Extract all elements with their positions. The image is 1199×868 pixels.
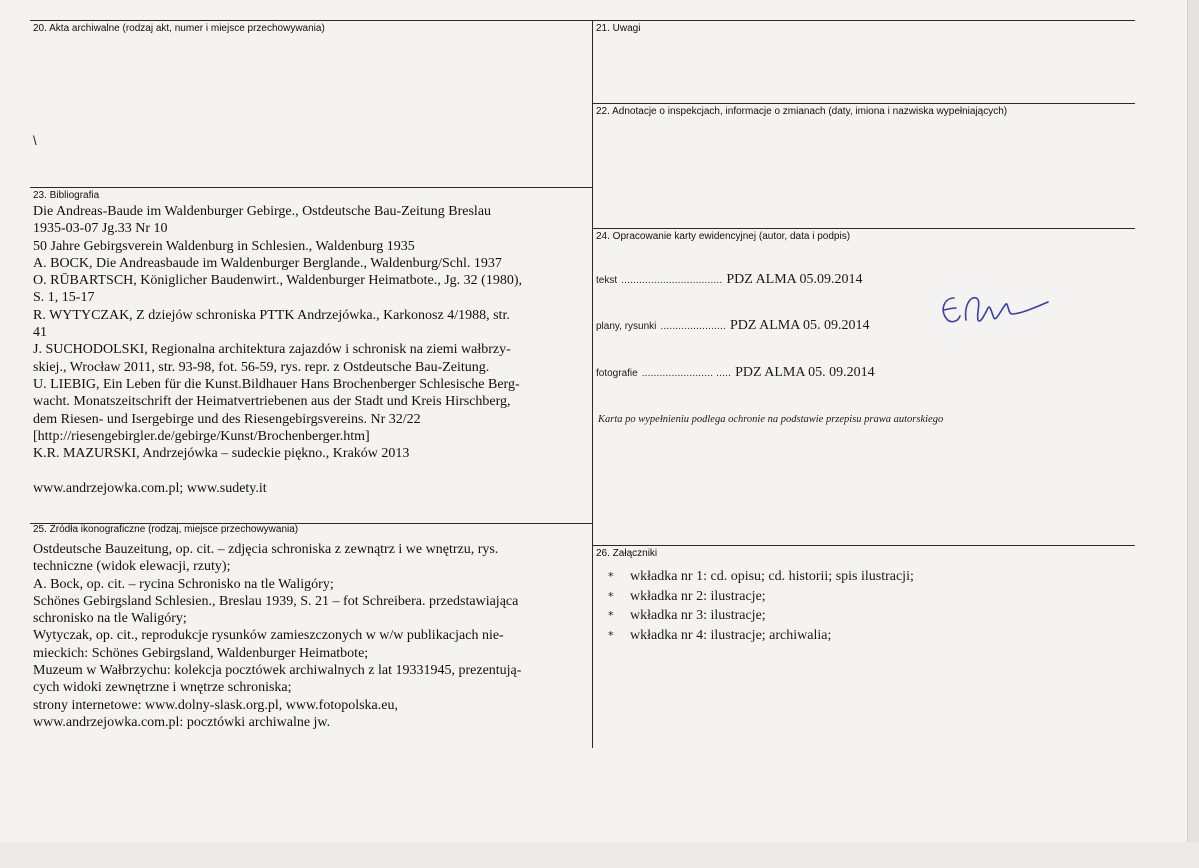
iconography-line: cych widoki zewnętrzne i wnętrze schroniska; <box>33 680 292 696</box>
bibliography-line: A. BOCK, Die Andreasbaude im Waldenburger Berglande., Waldenburg/Schl. 1937 <box>33 255 502 271</box>
iconography-line: strony internetowe: www.dolny-slask.org.pl, www.fotopolska.eu, <box>33 697 398 713</box>
iconography-line: Ostdeutsche Bauzeitung, op. cit. – zdjęcia schroniska z zewnątrz i we wnętrzu, rys. <box>33 542 499 557</box>
section-20-content: \ <box>33 133 37 148</box>
author-row-dots: .................................. <box>621 275 723 286</box>
author-row-label: tekst <box>596 275 618 286</box>
bibliography-line: skiej., Wrocław 2011, str. 93-98, fot. 56-59, rys. repr. z Ostdeutsche Bau-Zeitung. <box>33 359 490 375</box>
attachments-list <box>608 567 914 645</box>
bibliography-line: [http://riesengebirgler.de/gebirge/Kunst/Brochenberger.htm] <box>33 428 370 444</box>
attachment-label: wkładka nr 3: ilustracje; <box>630 608 766 623</box>
rule-22 <box>592 103 1135 104</box>
asterisk-bullet-icon: * <box>608 609 614 622</box>
author-row-text <box>596 270 863 288</box>
section-25-title: 25. Źródła ikonograficzne (rodzaj, miejsce przechowywania) <box>33 524 299 535</box>
handwritten-signature <box>936 284 1056 334</box>
iconography-line: Muzeum w Wałbrzychu: kolekcja pocztówek archiwalnych z lat 19331945, prezentują- <box>33 663 522 679</box>
author-row-drawings <box>596 316 870 334</box>
section-20-title: 20. Akta archiwalne (rodzaj akt, numer i miejsce przechowywania) <box>33 23 325 34</box>
bibliography-line: Die Andreas-Baude im Waldenburger Gebirge., Ostdeutsche Bau-Zeitung Breslau <box>33 204 492 219</box>
center-divider <box>592 20 593 748</box>
author-row-value: PDZ ALMA 05. 09.2014 <box>735 365 875 380</box>
author-row-dots: ...................... <box>660 321 726 332</box>
author-row-photos <box>596 363 875 381</box>
top-rule <box>30 20 1135 21</box>
attachment-label: wkładka nr 4: ilustracje; archiwalia; <box>630 627 832 643</box>
iconography-line: A. Bock, op. cit. – rycina Schronisko na tle Waligóry; <box>33 576 334 592</box>
bibliography-line: S. 1, 15-17 <box>33 290 95 306</box>
rule-26 <box>592 545 1135 546</box>
iconography-line: www.andrzejowka.com.pl: pocztówki archiwalne jw. <box>33 714 331 730</box>
bibliography-line: J. SUCHODOLSKI, Regionalna architektura zajazdów i schronisk na ziemi wałbrzy- <box>33 342 511 358</box>
bibliography-line: wacht. Monatszeitschrift der Heimatvertriebenen aus der Stadt und Kreis Hirschberg, <box>33 394 511 410</box>
asterisk-bullet-icon: * <box>608 628 614 642</box>
attachment-label: wkładka nr 1: cd. opisu; cd. historii; spis ilustracji; <box>630 569 914 584</box>
author-row-dots: ........................ ..... <box>641 368 732 379</box>
bibliography-line <box>33 462 522 479</box>
bibliography-line: 1935-03-07 Jg.33 Nr 10 <box>33 221 168 237</box>
rule-23 <box>30 187 592 188</box>
section-23-title: 23. Bibliografia <box>33 190 100 201</box>
page-edge-right <box>1187 0 1199 868</box>
bibliography-line: 50 Jahre Gebirgsverein Waldenburg in Schlesien., Waldenburg 1935 <box>33 238 415 254</box>
section-24-title: 24. Opracowanie karty ewidencyjnej (autor, data i podpis) <box>596 231 851 242</box>
author-row-label: plany, rysunki <box>596 321 657 332</box>
asterisk-bullet-icon: * <box>608 589 614 603</box>
author-row-value: PDZ ALMA 05. 09.2014 <box>729 318 870 333</box>
bibliography-line: O. RŪBARTSCH, Königlicher Baudenwirt., Waldenburger Heimatbote., Jg. 32 (1980), <box>33 273 523 289</box>
rule-24 <box>592 228 1135 229</box>
section-21-title: 21. Uwagi <box>596 23 641 34</box>
bibliography-line: K.R. MAZURSKI, Andrzejówka – sudeckie piękno., Kraków 2013 <box>33 446 410 462</box>
bibliography-list <box>33 203 522 497</box>
attachment-item <box>608 587 914 607</box>
bibliography-line: www.andrzejowka.com.pl; www.sudety.it <box>33 480 267 496</box>
copyright-note: Karta po wypełnieniu podlega ochronie na podstawie przepisu prawa autorskiego <box>598 414 944 425</box>
iconography-line: Wytyczak, op. cit., reprodukcje rysunków zamieszczonych w w/w publikacjach nie- <box>33 628 504 644</box>
attachment-item <box>608 606 914 626</box>
asterisk-bullet-icon: * <box>608 570 614 583</box>
page-edge-bottom <box>0 842 1199 868</box>
attachment-item <box>608 567 914 587</box>
bibliography-line: R. WYTYCZAK, Z dziejów schroniska PTTK Andrzejówka., Karkonosz 4/1988, str. <box>33 307 510 323</box>
attachment-label: wkładka nr 2: ilustracje; <box>630 588 766 604</box>
section-22-title: 22. Adnotacje o inspekcjach, informacje o zmianach (daty, imiona i nazwiska wypełniających) <box>596 106 1008 117</box>
iconography-line: Schönes Gebirgsland Schlesien., Breslau 1939, S. 21 – fot Schreibera. przedstawiająca <box>33 593 519 609</box>
iconography-line: techniczne (widok elewacji, rzuty); <box>33 559 231 575</box>
author-row-value: PDZ ALMA 05.09.2014 <box>726 272 863 287</box>
author-row-label: fotografie <box>596 368 638 379</box>
section-26-title: 26. Załączniki <box>596 548 658 559</box>
bibliography-line: dem Riesen- und Isergebirge und des Riesengebirgsvereins. Nr 32/22 <box>33 411 421 427</box>
bibliography-line: U. LIEBIG, Ein Leben für die Kunst.Bildhauer Hans Brochenberger Schlesische Berg- <box>33 376 520 392</box>
bibliography-line: 41 <box>33 325 47 341</box>
iconography-list <box>33 541 521 731</box>
iconography-line: mieckich: Schönes Gebirgsland, Waldenburger Heimatbote; <box>33 645 369 661</box>
iconography-line: schronisko na tle Waligóry; <box>33 611 187 627</box>
attachment-item <box>608 626 914 646</box>
